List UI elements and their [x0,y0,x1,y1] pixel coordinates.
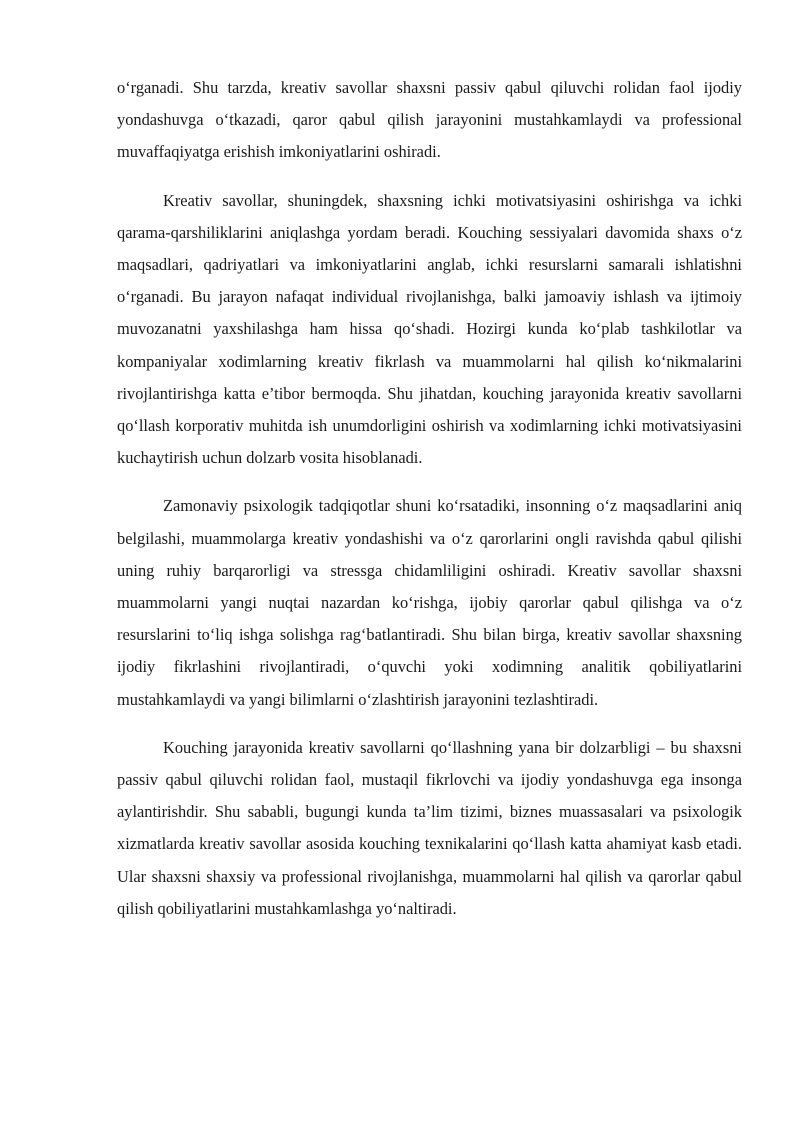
paragraph-3: Zamonaviy psixologik tadqiqotlar shuni ko‘rsatadiki, insonning o‘z maqsadlarini aniq belgilashi, muammolarga kreativ yondashishi va o‘z qarorlarini ongli ravishda qabul qilishi uning ruhiy barqarorligi va stressga chidamliligini oshiradi. Kreativ savollar shaxsni muammolarni yangi nuqtai nazardan ko‘rishga, ijobiy qarorlar qabul qilishga va o‘z resurslarini to‘liq ishga solishga rag‘batlantiradi. Shu bilan birga, kreativ savollar shaxsning ijodiy fikrlashini rivojlantiradi, o‘quvchi yoki xodimning analitik qobiliyatlarini mustahkamlaydi va yangi bilimlarni o‘zlashtirish jarayonini tezlashtiradi. [117,496,742,709]
paragraph-1: o‘rganadi. Shu tarzda, kreativ savollar shaxsni passiv qabul qiluvchi rolidan faol ijodiy yondashuvga o‘tkazadi, qaror qabul qilish jarayonini mustahkamlaydi va professional muvaffaqiyatga erishish imkoniyatlarini oshiradi. [117,78,742,162]
paragraph-2: Kreativ savollar, shuningdek, shaxsning ichki motivatsiyasini oshirishga va ichki qarama-qarshiliklarini aniqlashga yordam beradi. Kouching sessiyalari davomida shaxs o‘z maqsadlari, qadriyatlari va imkoniyatlarini anglab, ichki resurslarni samarali ishlatishni o‘rganadi. Bu jarayon nafaqat individual rivojlanishga, balki jamoaviy ishlash va ijtimoiy muvozanatni yaxshilashga ham hissa qo‘shadi. Hozirgi kunda ko‘plab tashkilotlar va kompaniyalar xodimlarning kreativ fikrlash va muammolarni hal qilish ko‘nikmalarini rivojlantirishga katta e’tibor bermoqda. Shu jihatdan, kouching jarayonida kreativ savollarni qo‘llash korporativ muhitda ish unumdorligini oshirish va xodimlarning ichki motivatsiyasini kuchaytirish uchun dolzarb vosita hisoblanadi. [117,190,742,468]
document-body [117,72,742,941]
paragraph-4: Kouching jarayonida kreativ savollarni qo‘llashning yana bir dolzarbligi – bu shaxsni passiv qabul qiluvchi rolidan faol, mustaqil fikrlovchi va ijodiy yondashuvga ega insonga aylantirishdir. Shu sababli, bugungi kunda ta’lim tizimi, biznes muassasalari va psixologik xizmatlarda kreativ savollar asosida kouching texnikalarini qo‘llash katta ahamiyat kasb etadi. Ular shaxsni shaxsiy va professional rivojlanishga, muammolarni hal qilish va qarorlar qabul qilish qobiliyatlarini mustahkamlashga yo‘naltiradi. [117,737,742,918]
